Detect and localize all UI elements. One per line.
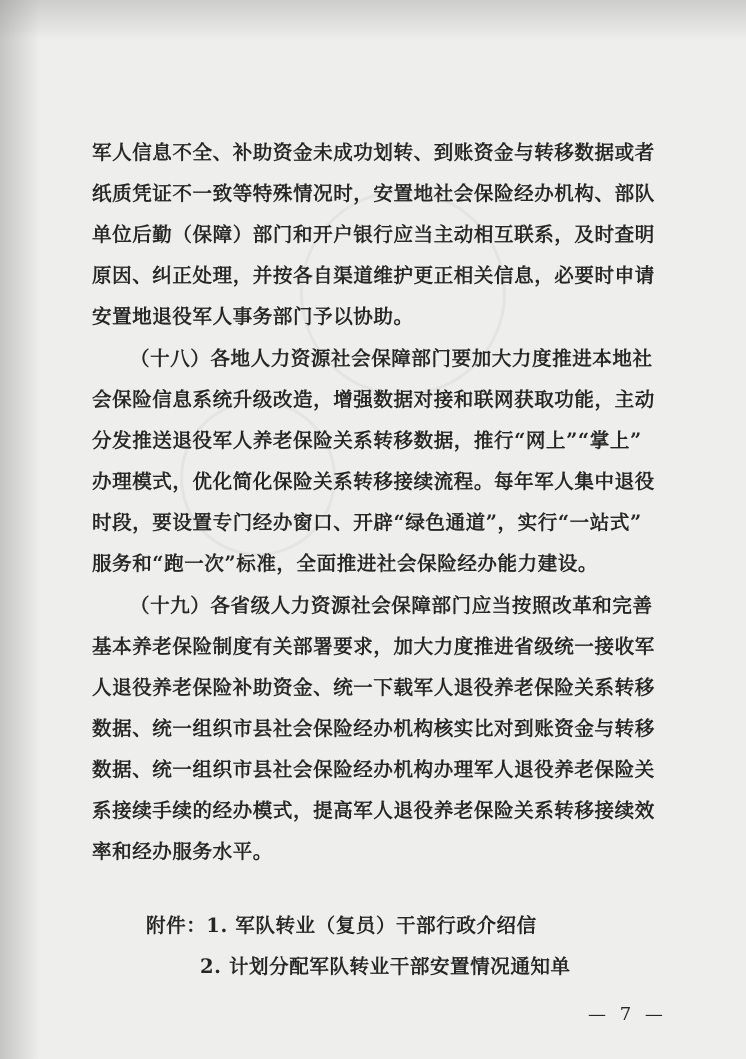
paragraph-line: 单位后勤（保障）部门和开户银行应当主动相互联系，及时查明 — [92, 223, 655, 246]
paragraph-line: 原因、纠正处理，并按各自渠道维护更正相关信息，必要时申请 — [92, 264, 655, 287]
paragraph-line: 会保险信息系统升级改造，增强数据对接和联网获取功能，主动 — [92, 388, 655, 411]
paragraph-line: 时段，要设置专门经办窗口、开辟“绿色通道”，实行“一站式” — [92, 511, 642, 534]
paragraph-line: 基本养老保险制度有关部署要求，加大力度推进省级统一接收军 — [92, 635, 655, 658]
attachment-line-2: 2. 计划分配军队转业干部安置情况通知单 — [200, 955, 571, 978]
paragraph-line: 纸质凭证不一致等特殊情况时，安置地社会保险经办机构、部队 — [92, 182, 655, 205]
paragraph-line: 安置地退役军人事务部门予以协助。 — [92, 305, 414, 328]
paragraph-line: 数据、统一组织市县社会保险经办机构办理军人退役养老保险关 — [92, 758, 655, 781]
paragraph-line: 分发推送退役军人养老保险关系转移数据，推行“网上”“掌上” — [92, 429, 642, 452]
paragraph-line: （十九）各省级人力资源社会保障部门应当按照改革和完善 — [130, 594, 653, 617]
paragraph-line: 军人信息不全、补助资金未成功划转、到账资金与转移数据或者 — [92, 141, 655, 164]
attachment-line-1: 附件：1. 军队转业（复员）干部行政介绍信 — [146, 914, 537, 937]
paragraph-line: 率和经办服务水平。 — [92, 840, 273, 863]
scan-shadow-left — [0, 0, 40, 1059]
page-number: — 7 — — [588, 1004, 667, 1025]
paragraph-line: 数据、统一组织市县社会保险经办机构核实比对到账资金与转移 — [92, 717, 655, 740]
scan-shadow-top — [0, 0, 746, 40]
paragraph-line: 系接续手续的经办模式，提高军人退役养老保险关系转移接续效 — [92, 799, 655, 822]
paragraph-line: （十八）各地人力资源社会保障部门要加大力度推进本地社 — [130, 347, 653, 370]
paragraph-line: 人退役养老保险补助资金、统一下载军人退役养老保险关系转移 — [92, 676, 655, 699]
paragraph-line: 服务和“跑一次”标准，全面推进社会保险经办能力建设。 — [92, 552, 599, 575]
paragraph-line: 办理模式，优化简化保险关系转移接续流程。每年军人集中退役 — [92, 470, 655, 493]
